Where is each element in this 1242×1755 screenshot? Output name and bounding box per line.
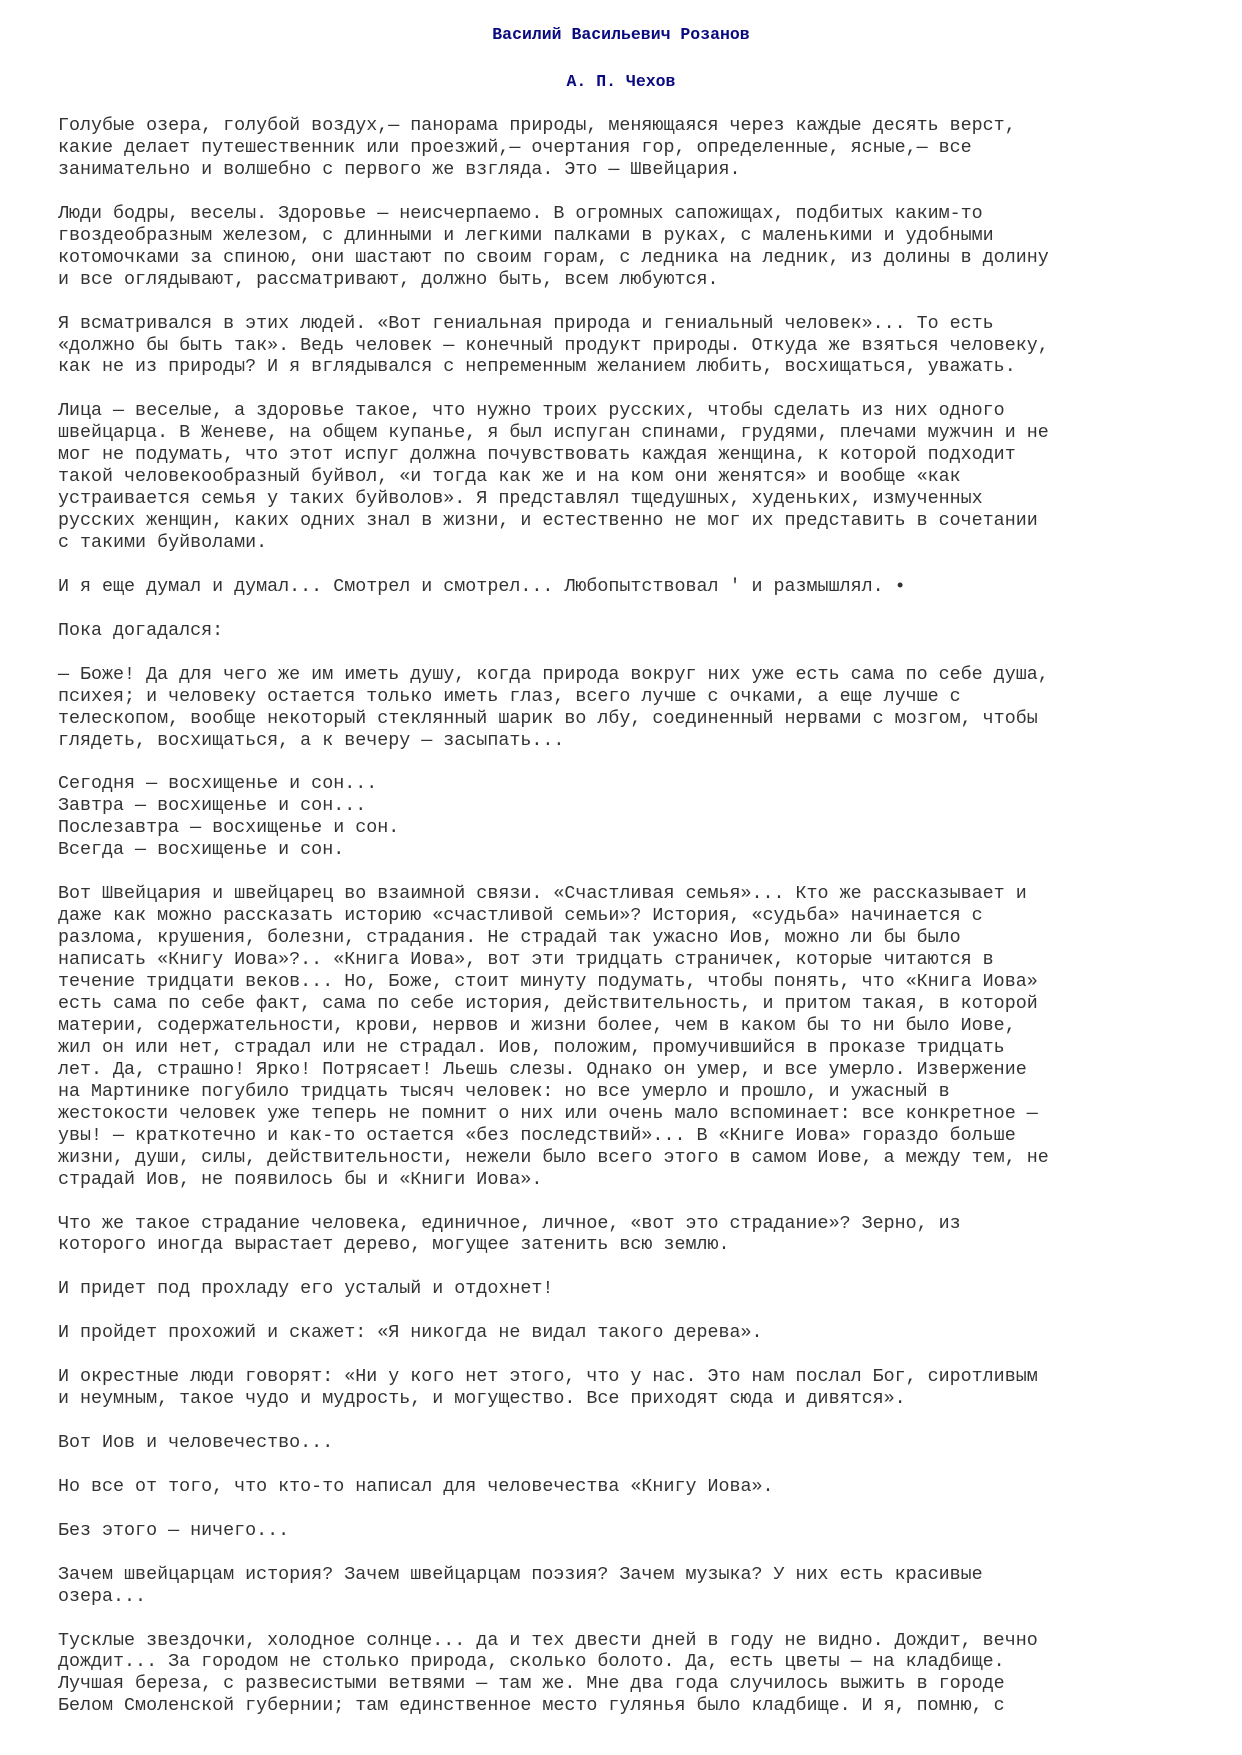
paragraph: Без этого — ничего... (58, 1519, 290, 1541)
paragraph: Зачем швейцарцам история? Зачем швейцарцам поэзия? Зачем музыка? У них есть красивые озера... (58, 1563, 983, 1607)
paragraph: Пока догадался: (58, 619, 224, 641)
paragraph: Лица — веселые, а здоровье такое, что нужно троих русских, чтобы сделать из них одного швейцарца. В Женеве, на общем купанье, я был испуган спинами, грудями, плечами мужчин и не мог не подумать, что этот испуг должна почувствовать каждая женщина, к которой подходит такой человекообразный буйвол, «и тогда как же и на ком они женятся» и вообще «как устраивается семья у таких буйволов». Я представлял тщедушных, худеньких, измученных русских женщин, каких одних знал в жизни, и естественно не мог их представить в сочетании с такими буйволами. (58, 400, 1049, 554)
paragraph: И окрестные люди говорят: «Ни у кого нет этого, что у нас. Это нам послал Бог, сиротливым и неумным, такое чудо и мудрость, и могущество. Все приходят сюда и дивятся». (58, 1366, 1038, 1410)
paragraph: Сегодня — восхищенье и сон... Завтра — восхищенье и сон... Послезавтра — восхищенье и сон. Всегда — восхищенье и сон. (58, 773, 400, 861)
paragraph: Вот Швейцария и швейцарец во взаимной связи. «Счастливая семья»... Кто же рассказывает и даже как можно рассказать историю «счастливой семьи»? История, «судьба» начинается с разлома, крушения, болезни, страдания. Не страдай так ужасно Иов, можно ли бы было написать «Книгу Иова»?.. «Книга Иова», вот эти тридцать страничек, которые читаются в течение тридцати веков... Но, Боже, стоит минуту подумать, чтобы понять, что «Книга Иова» есть сама по себе факт, сама по себе история, действительность, и притом такая, в которой материи, содержательности, крови, нервов и жизни более, чем в каком бы то ни было Иове, жил он или нет, страдал или не страдал. Иов, положим, промучившийся в проказе тридцать лет. Да, страшно! Ярко! Потрясает! Льешь слезы. Однако он умер, и все умерло. Извержение на Мартинике погубило тридцать тысяч человек: но все умерло и прошло, и ужасный в жестокости человек уже теперь не помнит о них или очень мало вспоминает: все конкретное — увы! — краткотечно и как-то остается «без последствий»... В «Книге Иова» гораздо больше жизни, души, силы, действительности, нежели было всего этого в самом Иове, а между тем, не страдай Иов, не появилось бы и «Книги Иова». (58, 883, 1049, 1190)
paragraph: Голубые озера, голубой воздух,— панорама природы, меняющаяся через каждые десять верст, какие делает путешественник или проезжий,— очертания гор, определенные, ясные,— все занимательно и волшебно с первого же взгляда. Это — Швейцария. (58, 115, 1016, 180)
paragraph: Тусклые звездочки, холодное солнце... да и тех двести дней в году не видно. Дождит, вечно дождит... За городом не столько природа, сколько болото. Да, есть цветы — на кладбище. Лучшая береза, с развесистыми ветвями — там же. Мне два года случилось выжить в городе Белом Смоленской губернии; там единственное место гулянья было кладбище. И я, помню, с (58, 1629, 1038, 1717)
paragraph: И пройдет прохожий и скажет: «Я никогда не видал такого дерева». (58, 1322, 763, 1344)
document-body (58, 115, 1198, 1739)
paragraph: Я всматривался в этих людей. «Вот гениальная природа и гениальный человек»... То есть «должно бы быть так». Ведь человек — конечный продукт природы. Откуда же взяться человеку, как не из природы? И я вглядывался с непременным желанием любить, восхищаться, уважать. (58, 312, 1049, 378)
document-title: А. П. Чехов (566, 72, 676, 91)
paragraph: И я еще думал и думал... Смотрел и смотрел... Любопытствовал ' и размышлял. • (58, 575, 906, 597)
paragraph: — Боже! Да для чего же им иметь душу, когда природа вокруг них уже есть сама по себе душа, психея; и человеку остается только иметь глаз, всего лучше с очками, а еще лучше с телескопом, вообще некоторый стеклянный шарик во лбу, соединенный нервами с мозгом, чтобы глядеть, восхищаться, а к вечеру — засыпать... (58, 663, 1049, 751)
paragraph: Что же такое страдание человека, единичное, личное, «вот это страдание»? Зерно, из которого иногда вырастает дерево, могущее затенить всю землю. (58, 1212, 961, 1256)
paragraph: И придет под прохладу его усталый и отдохнет! (58, 1278, 554, 1300)
paragraph: Вот Иов и человечество... (58, 1431, 334, 1453)
paragraph: Люди бодры, веселы. Здоровье — неисчерпаемо. В огромных сапожищах, подбитых каким-то гвоздеобразным железом, с длинными и легкими палками в руках, с маленькими и удобными котомочками за спиною, они шастают по своим горам, с ледника на ледник, из долины в долину и все оглядывают, рассматривают, должно быть, всем любуются. (58, 202, 1049, 290)
paragraph: Но все от того, что кто-то написал для человечества «Книгу Иова». (58, 1475, 774, 1497)
author-name: Василий Васильевич Розанов (492, 25, 750, 44)
